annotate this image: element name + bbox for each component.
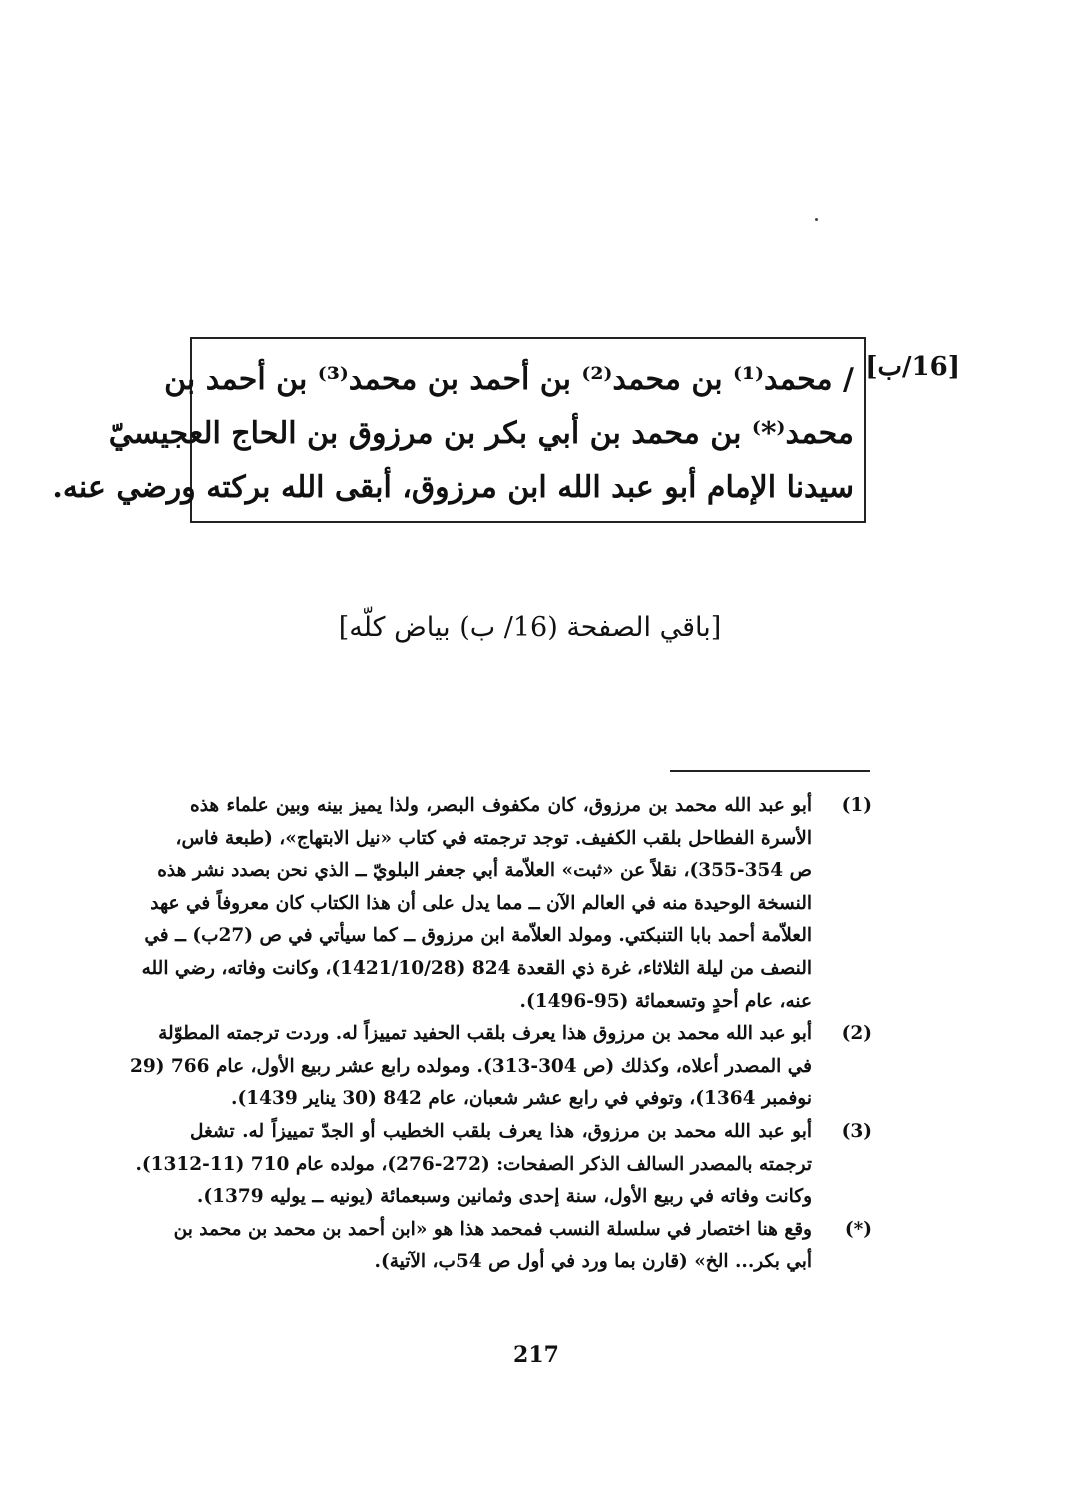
footnote-line: أبو عبد الله محمد بن مرزوق هذا يعرف بلقب الحفيد تمييزاً له. وردت ترجمته المطوّلة xyxy=(158,1023,812,1045)
footnote-line: أبو عبد الله محمد بن مرزوق، كان مكفوف البصر، ولذا يميز بينه وبين علماء هذه xyxy=(190,795,812,816)
footnotes xyxy=(129,790,872,1279)
footnote-line: ص 354-355)، نقلاً عن «ثبت» العلاّمة أبي جعفر البلويّ ــ الذي نحن بصدد نشر هذه xyxy=(157,860,812,882)
folio-marker: [16/ب] xyxy=(865,352,960,382)
footnote-line: أبو عبد الله محمد بن مرزوق، هذا يعرف بلقب الخطيب أو الجدّ تمييزاً له. تشغل xyxy=(190,1120,812,1142)
footnote-line: النسخة الوحيدة منه في العالم الآن ــ مما يدل على أن هذا الكتاب كان معروفاً في عهد xyxy=(150,892,812,914)
footnote-number: (1) xyxy=(841,795,872,816)
footnote-1 xyxy=(141,790,872,1018)
main-text-box xyxy=(52,337,866,523)
footnote-number: (*) xyxy=(844,1218,872,1240)
footnote-line: نوفمبر 1364)، وتوفي في رابع عشر شعبان، عام 842 (30 يناير 1439). xyxy=(231,1088,812,1110)
main-text-line: محمد⁽*⁾ بن محمد بن أبي بكر بن مرزوق بن الحاج العجيسيّ xyxy=(108,416,854,451)
footnote-2 xyxy=(129,1018,872,1116)
main-text-line: سيدنا الإمام أبو عبد الله ابن مرزوق، أبقى الله بركته ورضي عنه. xyxy=(52,470,854,505)
footnote-star xyxy=(173,1214,872,1279)
ink-speck xyxy=(815,218,818,221)
footnote-number: (3) xyxy=(841,1120,872,1142)
footnote-line: وكانت وفاته في ربيع الأول، سنة إحدى وثمانين وسبعمائة (يونيه ــ يوليه 1379). xyxy=(196,1186,812,1208)
footnote-number: (2) xyxy=(841,1023,872,1045)
footnote-line: العلاّمة أحمد بابا التنبكتي. ومولد العلاّمة ابن مرزوق ــ كما سيأتي في ص (27ب) ــ في xyxy=(144,925,812,947)
footnote-line: ترجمته بالمصدر السالف الذكر الصفحات: (272-276)، مولده عام 710 (11-1312). xyxy=(135,1153,812,1175)
footnote-line: النصف من ليلة الثلاثاء، غرة ذي القعدة 824 (1421/10/28)، وكانت وفاته، رضي الله xyxy=(141,957,812,979)
footnote-line: أبي بكر... الخ» (قارن بما ورد في أول ص 54ب، الآتية). xyxy=(374,1251,812,1273)
footnote-line: عنه، عام أحدٍ وتسعمائة (95-1496). xyxy=(519,990,812,1012)
footnote-3 xyxy=(135,1116,872,1214)
blank-page-note: [باقي الصفحة (16/ ب) بياض كلّه] xyxy=(338,612,722,643)
main-text-line: / محمد⁽¹⁾ بن محمد⁽²⁾ بن أحمد بن محمد⁽³⁾ بن أحمد بن xyxy=(164,362,854,397)
footnote-separator xyxy=(670,770,870,772)
page-number: 217 xyxy=(513,1342,559,1368)
footnote-line: الأسرة الفطاحل بلقب الكفيف. توجد ترجمته في كتاب «نيل الابتهاج»، (طبعة فاس، xyxy=(175,827,812,849)
footnote-line: في المصدر أعلاه، وكذلك (ص 304-313). ومولده رابع عشر ربيع الأول، عام 766 (29 xyxy=(129,1055,812,1077)
footnote-line: وقع هنا اختصار في سلسلة النسب فمحمد هذا هو «ابن أحمد بن محمد بن محمد بن xyxy=(173,1218,812,1240)
